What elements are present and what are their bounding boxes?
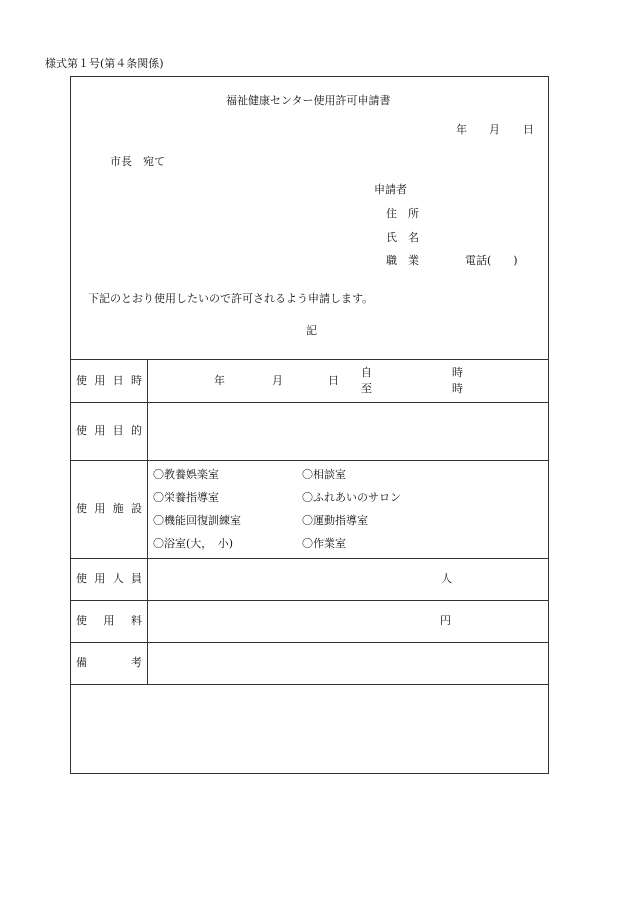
label-usage-datetime: 使 用 日 時 (76, 374, 142, 387)
form-title: 福祉健康センター使用許可申請書 (226, 94, 391, 107)
row-divider (70, 460, 549, 461)
facility-option: 〇浴室(大， 小) (153, 537, 234, 550)
addressee: 市長 宛て (110, 155, 165, 168)
row-divider (70, 402, 549, 403)
usage-hour-from-label: 時 (452, 366, 463, 379)
row-divider (70, 642, 549, 643)
date-day-label: 日 (523, 123, 534, 136)
row-divider (70, 558, 549, 559)
facility-option: 〇相談室 (302, 468, 346, 481)
request-statement: 下記のとおり使用したいので許可されるよう申請します。 (88, 292, 374, 305)
usage-hour-to-label: 時 (452, 382, 463, 395)
form-number: 様式第１号(第４条関係) (45, 57, 164, 70)
facility-option: 〇運動指導室 (302, 514, 368, 527)
facility-option: 〇機能回復訓練室 (153, 514, 241, 527)
date-year-label: 年 (456, 123, 467, 136)
row-divider (70, 359, 549, 360)
usage-year-label: 年 (214, 374, 225, 387)
usage-to-label: 至 (361, 382, 372, 395)
label-remarks: 備 考 (76, 656, 142, 669)
label-usage-fee: 使 用 料 (76, 614, 142, 627)
applicant-heading: 申請者 (374, 183, 407, 196)
label-usage-facility: 使 用 施 設 (76, 502, 142, 515)
applicant-phone-label: 電話( ) (465, 254, 518, 267)
people-unit: 人 (441, 572, 452, 585)
row-divider (70, 600, 549, 601)
facility-option: 〇教養娯楽室 (153, 468, 219, 481)
facility-option: 〇ふれあいのサロン (302, 491, 401, 504)
facility-option: 〇作業室 (302, 537, 346, 550)
label-column-divider (147, 359, 148, 684)
facility-option: 〇栄養指導室 (153, 491, 219, 504)
usage-from-label: 自 (361, 366, 372, 379)
applicant-address-label: 住 所 (386, 207, 419, 220)
applicant-occupation-label: 職 業 (386, 254, 419, 267)
ki-heading: 記 (306, 324, 317, 337)
row-divider (70, 684, 549, 685)
usage-day-label: 日 (328, 374, 339, 387)
applicant-name-label: 氏 名 (386, 231, 419, 244)
label-usage-people: 使 用 人 員 (76, 572, 142, 585)
fee-unit: 円 (440, 614, 451, 627)
label-usage-purpose: 使 用 目 的 (76, 424, 142, 437)
usage-month-label: 月 (272, 374, 283, 387)
date-month-label: 月 (489, 123, 500, 136)
